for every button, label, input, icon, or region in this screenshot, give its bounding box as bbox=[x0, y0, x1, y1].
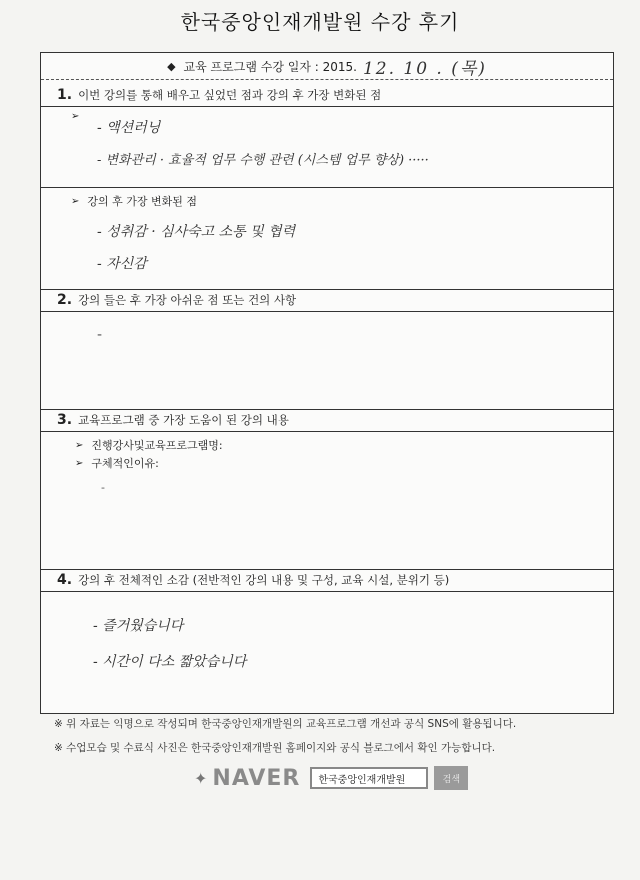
section-1-bullet bbox=[71, 111, 87, 122]
diamond-icon: ◆ bbox=[167, 59, 176, 73]
section-1-answer-2: - 변화관리 · 효율적 업무 수행 관련 (시스템 업무 향상) ····· bbox=[97, 153, 429, 168]
section-4-heading: 강의 후 전체적인 소감 (전반적인 강의 내용 및 구성, 교육 시설, 분위기 등) bbox=[78, 573, 450, 587]
section-2-heading: 강의 들은 후 가장 아쉬운 점 또는 건의 사항 bbox=[78, 293, 297, 307]
section-4-answer-2: - 시간이 다소 짧았습니다 bbox=[93, 654, 247, 670]
date-label: 교육 프로그램 수강 일자 : 2015. bbox=[183, 59, 357, 74]
section-3-header: 3. 교육프로그램 중 가장 도움이 된 강의 내용 bbox=[41, 410, 613, 432]
naver-logo: ✦ NAVER bbox=[194, 765, 301, 791]
section-2-answer: - bbox=[97, 327, 103, 343]
handwritten-date: 12. 10 . (목) bbox=[362, 58, 487, 79]
section-4-answer-1: - 즐거웠습니다 bbox=[93, 618, 184, 634]
footer-note-1: ※ 위 자료는 익명으로 작성되며 한국중앙인재개발원의 교육프로그램 개선과 공식 SNS에 활용됩니다. bbox=[54, 718, 517, 730]
review-form bbox=[40, 52, 614, 714]
section-3-answer: - bbox=[101, 481, 105, 494]
section-2-header: 2. 강의 들은 후 가장 아쉬운 점 또는 건의 사항 bbox=[41, 290, 613, 312]
date-row bbox=[41, 53, 613, 80]
section-1-divider bbox=[41, 187, 613, 188]
section-1-answer-1: - 액션러닝 bbox=[97, 120, 161, 136]
section-1-sub-heading: ➢ 강의 후 가장 변화된 점 bbox=[71, 195, 198, 208]
arrow-icon: ➢ bbox=[75, 457, 84, 469]
section-1-header: 1. 이번 강의를 통해 배우고 싶었던 점과 강의 후 가장 변화된 점 bbox=[41, 85, 613, 107]
arrow-icon: ➢ bbox=[71, 195, 80, 207]
arrow-icon: ➢ bbox=[75, 439, 84, 451]
section-2 bbox=[41, 289, 613, 312]
section-3-heading: 교육프로그램 중 가장 도움이 된 강의 내용 bbox=[78, 413, 289, 427]
section-1 bbox=[41, 85, 613, 107]
arrow-icon: ➢ bbox=[71, 111, 80, 122]
naver-search-input: 한국중앙인재개발원 bbox=[310, 767, 428, 789]
naver-search-banner bbox=[194, 764, 468, 792]
naver-search-button: 검색 bbox=[434, 766, 468, 790]
naver-bird-icon: ✦ bbox=[194, 768, 209, 788]
footer-note-2: ※ 수업모습 및 수료식 사진은 한국중앙인재개발원 홈페이지와 공식 블로그에서 확인 가능합니다. bbox=[54, 742, 496, 754]
section-3-item-2: ➢ 구체적인이유: bbox=[75, 457, 159, 470]
section-1-heading: 이번 강의를 통해 배우고 싶었던 점과 강의 후 가장 변화된 점 bbox=[78, 88, 382, 102]
section-1-sub-answer-1: - 성취감 · 심사숙고 소통 및 협력 bbox=[97, 224, 296, 240]
section-3 bbox=[41, 409, 613, 432]
section-4 bbox=[41, 569, 613, 592]
page-title: 한국중앙인재개발원 수강 후기 bbox=[180, 10, 460, 34]
section-1-sub-answer-2: - 자신감 bbox=[97, 256, 147, 272]
section-3-item-1: ➢ 진행강사및교육프로그램명: bbox=[75, 439, 223, 452]
section-4-header: 4. 강의 후 전체적인 소감 (전반적인 강의 내용 및 구성, 교육 시설, 분위기 등) bbox=[41, 570, 613, 592]
